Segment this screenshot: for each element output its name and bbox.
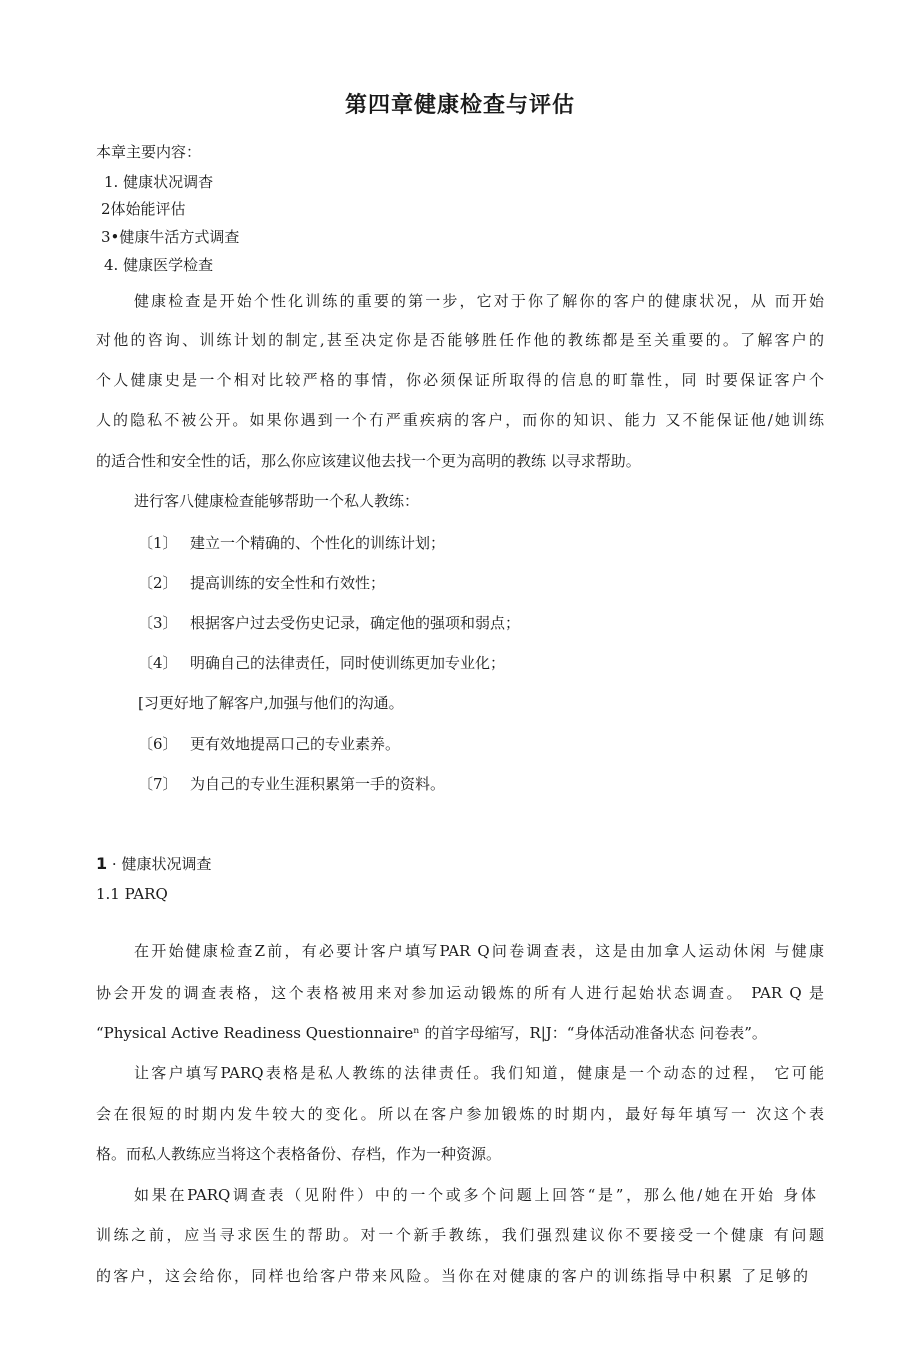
intro-line: 对他的咨询、训练计划的制定,甚至决定你是否能够胜任作他的教练都是至关重要的。了解客户的 — [96, 331, 824, 349]
intro-line: 人的隐私不被公开。如果你遇到一个冇严重疾病的客户，而你的知识、能力 又不能保证他/她训练 — [96, 411, 824, 429]
summary-item: 1. 健康状况调杳 — [104, 173, 214, 191]
benefit-text: 建立一个精确的、个性化的训练计划； — [190, 534, 446, 552]
paragraph-line: 的客户，这会给你，同样也给客户带来风险。当你在对健康的客户的训练指导中积累 了足够的 — [96, 1267, 808, 1285]
paragraph-line: 格。而私人教练应当将这个表格备份、存档，作为一种资源。 — [96, 1145, 502, 1163]
section-separator: · — [107, 855, 122, 873]
benefit-text: [习更好地了解客户,加强与他们的沟通。 — [138, 694, 404, 712]
intro-line: 的适合性和安全性的话，那么你应该建议他去找一个更为高明的教练 以寻求帮助。 — [96, 452, 641, 470]
benefit-item — [138, 612, 520, 633]
benefit-item — [138, 773, 445, 794]
benefit-text: 根据客户过去受伤史记录，确定他的强项和弱点； — [190, 614, 521, 632]
paragraph-line: 让客户填写PARQ表格是私人教练的法律责任。我们知道，健康是一个动态的过程， 它可能 — [134, 1064, 824, 1082]
paragraph-line: 训练之前，应当寻求医生的帮助。对一个新手教练，我们强烈建议你不要接受一个健康 有问题 — [96, 1226, 824, 1244]
intro-line: 健康检查是开始个性化训练的重要的第一步，它对于你了解你的客户的健康状况，从 而开始 — [134, 292, 824, 310]
benefit-text: 更有效地提鬲口己的专业素养。 — [190, 735, 401, 753]
benefit-text: 提高训练的安全性和冇效性； — [190, 574, 386, 592]
benefit-number: 〔3〕 — [138, 614, 178, 632]
benefit-number: 〔7〕 — [138, 775, 178, 793]
benefits-intro: 进行客八健康检查能够帮助一个私人教练： — [134, 492, 420, 510]
paragraph-line: 如果在PARQ调查表（见附件）中的一个或多个问题上回答“是”，那么他/她在开始 身体 — [134, 1186, 816, 1204]
benefit-item — [138, 652, 505, 673]
benefit-item — [138, 572, 385, 593]
intro-line: 个人健康史是一个相对比较严格的事情，你必须保证所取得的信息的町靠性，同 时要保证客户个 — [96, 371, 824, 389]
paragraph-line: 会在很短的时期内发牛较大的变化。所以在客户参加锻炼的时期内，最好每年填写一 次这个表 — [96, 1105, 824, 1123]
page-title: 第四章健康检查与评估 — [344, 93, 575, 118]
section-heading — [96, 853, 211, 874]
benefit-item — [138, 733, 400, 754]
subsection-heading: 1.1 PARQ — [96, 885, 168, 903]
summary-item: 3•健康牛活方式调查 — [101, 228, 240, 246]
benefit-number: 〔6〕 — [138, 735, 178, 753]
benefit-number: 〔2〕 — [138, 574, 178, 592]
summary-item: 2体始能评估 — [101, 200, 186, 218]
benefit-text: 明确自己的法律责任，同时使训练更加专业化； — [190, 654, 506, 672]
paragraph-line: “Physical Active Readiness Questionnaireⁿ 的首字母缩写，R|J：“身体活动准备状态 问卷表”。 — [96, 1024, 767, 1042]
summary-item: 4. 健康医学检查 — [104, 256, 214, 274]
section-number: 1 — [96, 854, 108, 873]
paragraph-line: 协会开发的调查表格，这个表格被用来对参加运动锻炼的所有人进行起始状态调查。 PAR Q 是 — [96, 984, 824, 1002]
benefit-number: 〔4〕 — [138, 654, 178, 672]
paragraph-line: 在开始健康检查Z前，有必要计客户填写PAR Q问卷调查表，这是由加拿人运动休闲 与健康 — [134, 942, 824, 960]
section-title: 健康状况调查 — [121, 855, 212, 873]
benefit-item — [138, 692, 404, 713]
summary-label: 本章主要内容： — [96, 143, 202, 161]
benefit-number: 〔1〕 — [138, 534, 178, 552]
benefit-item — [138, 532, 445, 553]
benefit-text: 为自己的专业生涯积累第一手的资料。 — [190, 775, 446, 793]
